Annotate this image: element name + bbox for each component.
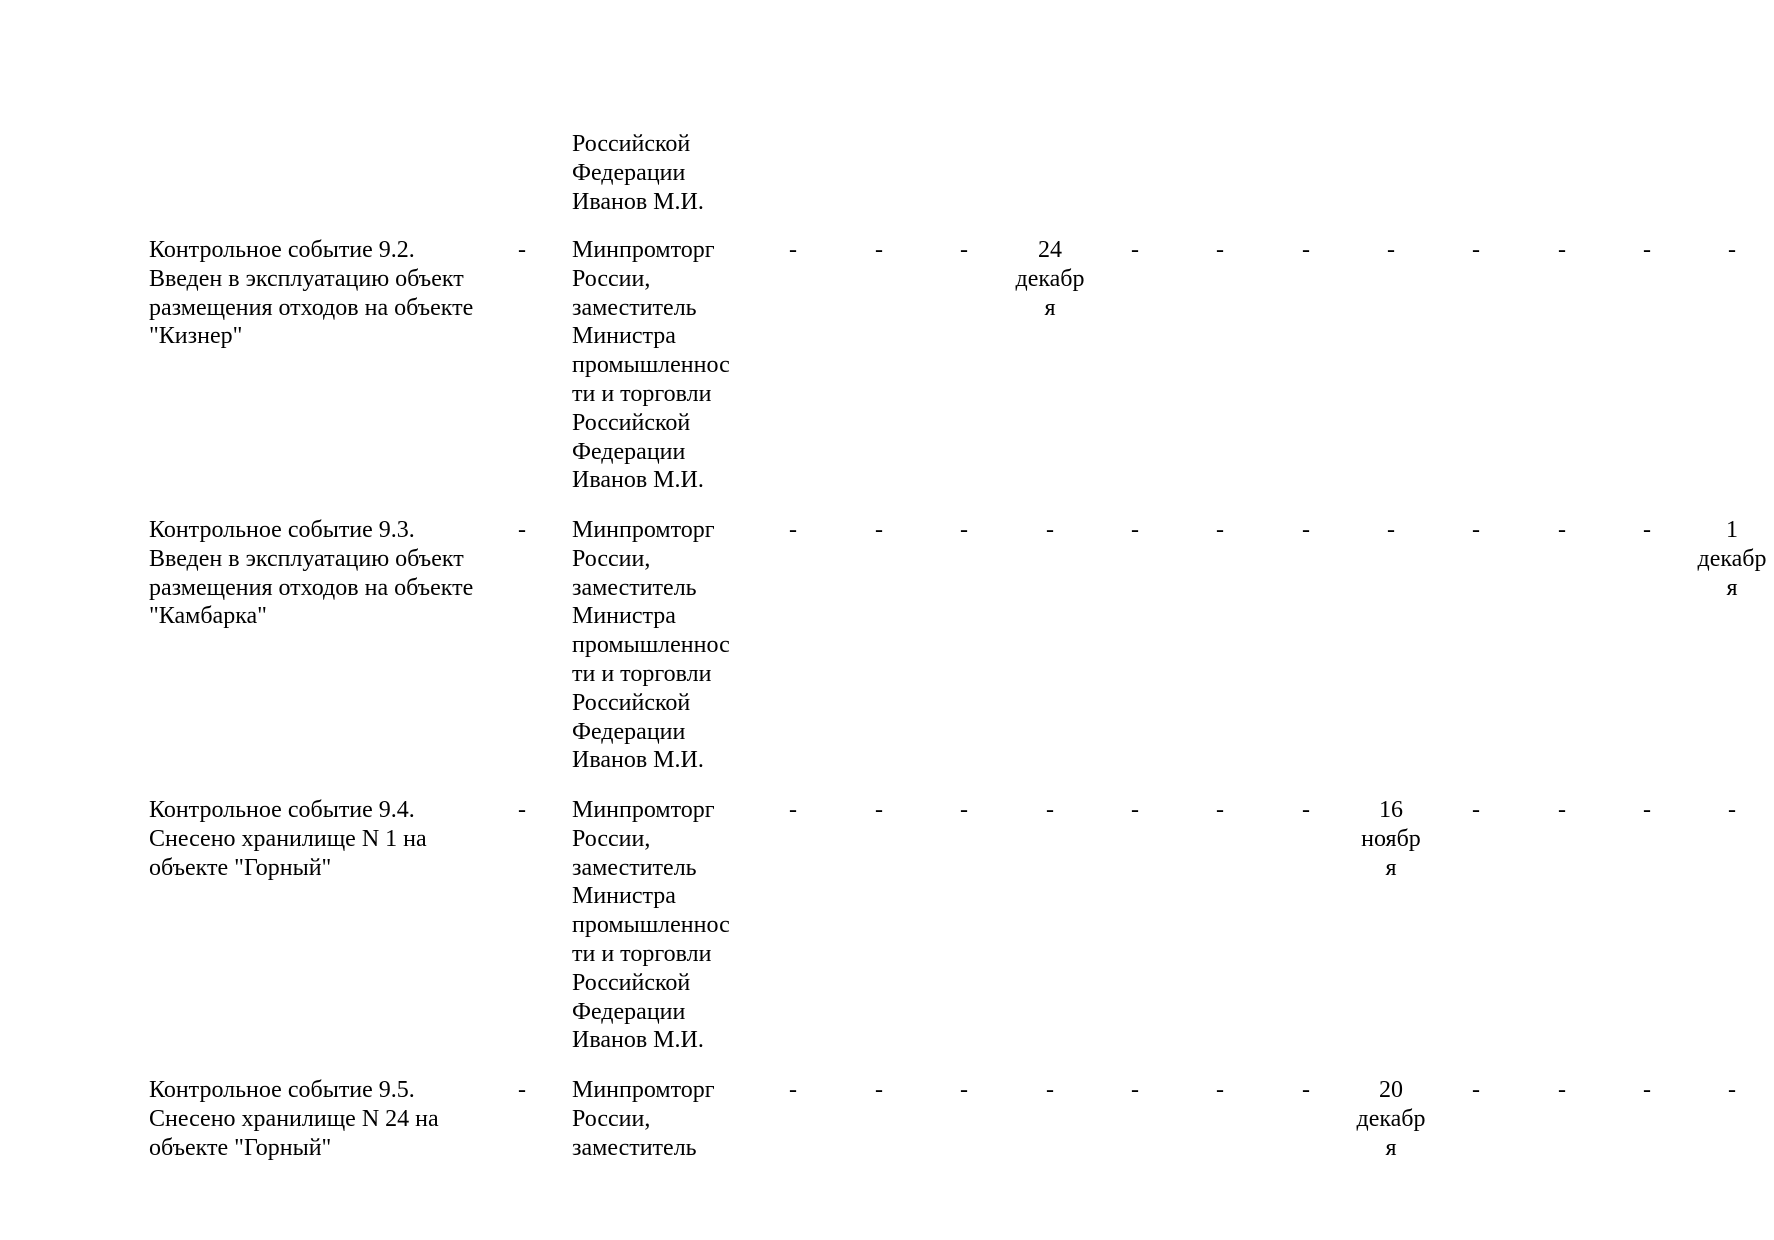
month-cell: - [1046, 517, 1054, 543]
month-cell: - [1472, 1077, 1480, 1103]
month-cell: - [1558, 797, 1566, 823]
month-cell: - [1216, 1077, 1224, 1103]
month-cell: - [1302, 237, 1310, 263]
month-cell: 16 ноябр я [1361, 797, 1421, 881]
month-cell: - [789, 237, 797, 263]
responsible-cell: Минпромторг России, заместитель Министра промышленнос ти и торговли Российской Федерации Иванов М.И. [572, 797, 730, 1054]
month-cell: - [1643, 1077, 1651, 1103]
month-cell: - [875, 517, 883, 543]
month-cell: 1 декабр я [1697, 517, 1767, 601]
event-cell: Контрольное событие 9.4. Снесено хранилище N 1 на объекте "Горный" [149, 797, 427, 881]
month-cell: - [1728, 237, 1736, 263]
month-cell: - [1046, 1077, 1054, 1103]
responsible-cell: Минпромторг России, заместитель Министра промышленнос ти и торговли Российской Федерации Иванов М.И. [572, 237, 730, 494]
month-cell: - [1558, 1077, 1566, 1103]
month-cell: - [789, 1077, 797, 1103]
month-cell: - [1643, 237, 1651, 263]
month-cell: - [1558, 517, 1566, 543]
month-cell: - [960, 797, 968, 823]
continued-responsible: Российской Федерации Иванов М.И. [572, 131, 704, 215]
column-2-cell: - [518, 797, 526, 823]
responsible-cell: Минпромторг России, заместитель Министра промышленнос ти и торговли Российской Федерации Иванов М.И. [572, 517, 730, 774]
month-cell: - [1302, 517, 1310, 543]
month-cell: - [1131, 517, 1139, 543]
month-cell: - [1472, 797, 1480, 823]
month-cell: - [1728, 1077, 1736, 1103]
month-cell: - [1558, 237, 1566, 263]
event-cell: Контрольное событие 9.5. Снесено хранилище N 24 на объекте "Горный" [149, 1077, 439, 1161]
responsible-cell: Минпромторг России, заместитель [572, 1077, 715, 1161]
month-cell: - [1216, 797, 1224, 823]
month-cell: - [875, 1077, 883, 1103]
column-2-cell: - [518, 237, 526, 263]
month-cell: - [1216, 237, 1224, 263]
month-cell: - [875, 797, 883, 823]
column-2-cell: - [518, 1077, 526, 1103]
event-cell: Контрольное событие 9.3. Введен в эксплуатацию объект размещения отходов на объекте "Камбарка" [149, 517, 474, 630]
month-cell: - [960, 517, 968, 543]
month-cell: - [1302, 797, 1310, 823]
month-cell: - [1216, 517, 1224, 543]
event-cell: Контрольное событие 9.2. Введен в эксплуатацию объект размещения отходов на объекте "Кизнер" [149, 237, 474, 350]
month-cell: - [1387, 517, 1395, 543]
month-cell: - [960, 1077, 968, 1103]
month-cell: - [1387, 237, 1395, 263]
month-cell: 20 декабр я [1356, 1077, 1426, 1161]
month-cell: - [1643, 517, 1651, 543]
column-2-cell: - [518, 517, 526, 543]
month-cell: - [1046, 797, 1054, 823]
month-cell: - [1131, 797, 1139, 823]
month-cell: - [1131, 1077, 1139, 1103]
month-cell: - [1131, 237, 1139, 263]
month-cell: - [1728, 797, 1736, 823]
month-cell: 24 декабр я [1015, 237, 1085, 321]
month-cell: - [875, 237, 883, 263]
month-cell: - [789, 517, 797, 543]
month-cell: - [1472, 517, 1480, 543]
month-cell: - [960, 237, 968, 263]
month-cell: - [1643, 797, 1651, 823]
month-cell: - [789, 797, 797, 823]
month-cell: - [1302, 1077, 1310, 1103]
month-cell: - [1472, 237, 1480, 263]
